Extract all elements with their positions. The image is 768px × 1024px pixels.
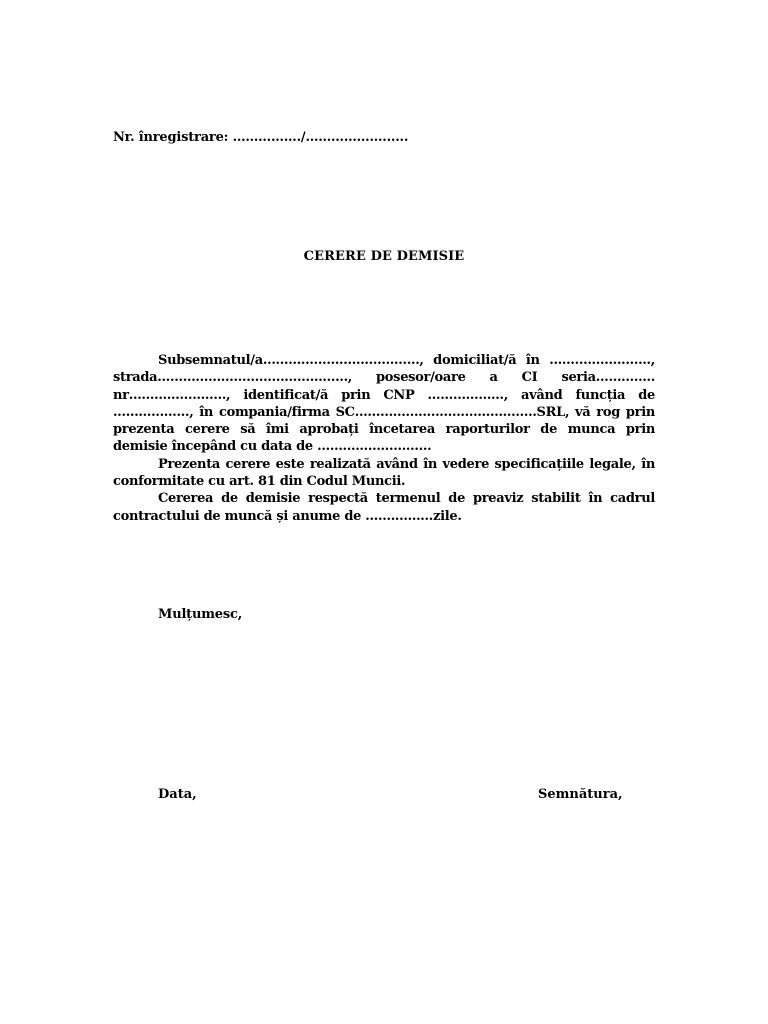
signature-label: Semnătura, bbox=[538, 787, 623, 802]
paragraph-notice-period: Cererea de demisie respectă termenul de preaviz stabilit în cadrul contractului de muncă și anume de ……....……zile. bbox=[113, 491, 655, 524]
date-label: Data, bbox=[158, 787, 197, 802]
paragraph-declaration: Subsemnatul/a………………...……………., domiciliat/ă în ……........………., strada………………………………………, posesor/oare a CI seria………….. nr………………….., identificat/ă prin CNP ………………, având funcția de ………………, în compania/firma SC……..................................…SRL, vă rog prin prezenta cerere să îmi aprobați încetarea raporturilor de munca prin demisie începând cu data de ……............……… bbox=[113, 353, 655, 455]
document-title: CERERE DE DEMISIE bbox=[303, 249, 465, 264]
request-body bbox=[113, 352, 655, 525]
registration-number: Nr. înregistrare: ……………./………………...... bbox=[113, 130, 409, 145]
paragraph-legal-basis: Prezenta cerere este realizată având în vedere specificațiile legale, în conformitate cu art. 81 din Codul Muncii. bbox=[113, 456, 655, 490]
closing-thanks: Mulțumesc, bbox=[158, 607, 243, 622]
